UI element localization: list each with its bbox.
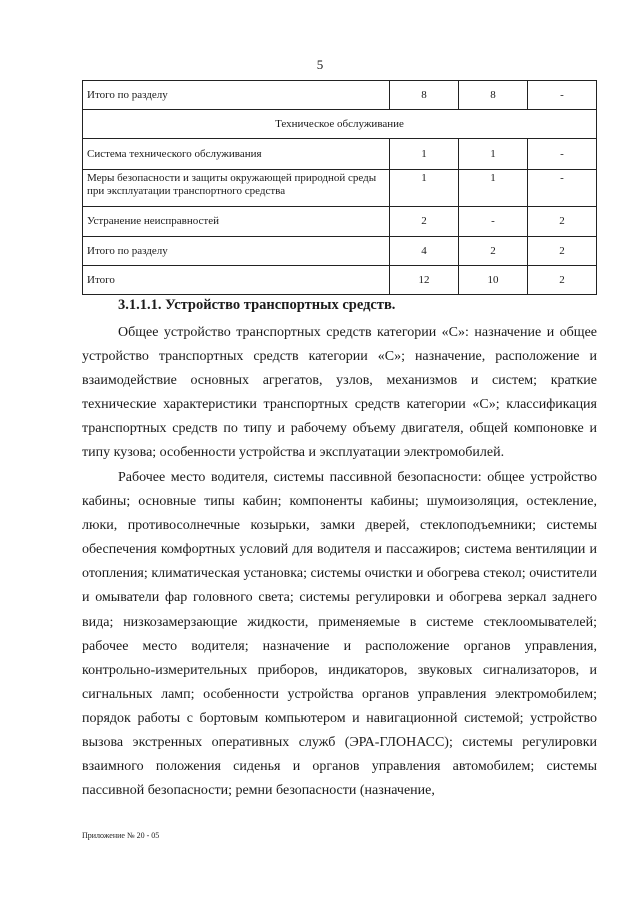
practice-hours-cell: 2 <box>527 207 596 237</box>
total-hours-cell: 1 <box>389 170 458 207</box>
paragraph-driver-workplace: Рабочее место водителя, системы пассивной безопасности: общее устройство кабины; основные типы кабин; компоненты кабины; шумоизоляция, остекление, люки, противосолнечные козырьки, замки дверей, стеклоподъемники; системы обеспечения комфортных условий для водителя и пассажиров; система вентиляции и отопления; климатическая установка; системы очистки и обогрева стекол; очистители и омыватели фар головного света; системы регулировки и обогрева зеркал заднего вида; низкозамерзающие жидкости, применяемые в системе стеклоомывателей; рабочее место водителя; назначение и расположение органов управления, контрольно-измерительных приборов, индикаторов, звуковых сигнализаторов, и сигнальных ламп; особенности устройства органов управления электромобилем; порядок работы с бортовым компьютером и навигационной системой; устройство вызова экстренных оперативных служб (ЭРА-ГЛОНАСС); системы регулировки взаимного положения сиденья и органов управления автомобилем; системы пассивной безопасности; ремни безопасности (назначение, <box>82 470 597 799</box>
theory-hours-cell: 10 <box>458 266 527 295</box>
theory-hours-cell: 2 <box>458 237 527 266</box>
practice-hours-cell: 2 <box>527 266 596 295</box>
total-hours-cell: 2 <box>389 207 458 237</box>
row-name-cell: Итого по разделу <box>83 81 390 110</box>
page-number: 5 <box>316 57 324 72</box>
table-row <box>83 110 597 139</box>
row-name-cell: Итого <box>83 266 390 295</box>
section-heading: 3.1.1.1. Устройство транспортных средств. <box>118 297 396 313</box>
paragraph-general-structure: Общее устройство транспортных средств категории «С»: назначение и общее устройство транспортных средств категории «С»; назначение, расположение и взаимодействие основных агрегатов, узлов, механизмов и систем; краткие технические характеристики транспортных средств категории «С»; классификация транспортных средств по типу и рабочему объему двигателя, общей компоновке и типу кузова; особенности устройства и эксплуатации электромобилей. <box>82 325 597 461</box>
total-hours-cell: 4 <box>389 237 458 266</box>
theory-hours-cell: 8 <box>458 81 527 110</box>
table-row <box>83 207 597 237</box>
table-row <box>83 237 597 266</box>
table-row <box>83 266 597 295</box>
practice-hours-cell: - <box>527 170 596 207</box>
section-title-cell: Техническое обслуживание <box>83 110 597 139</box>
row-name-cell: Устранение неисправностей <box>83 207 390 237</box>
table-row <box>83 139 597 170</box>
row-name-cell: Итого по разделу <box>83 237 390 266</box>
row-name-cell: Система технического обслуживания <box>83 139 390 170</box>
practice-hours-cell: 2 <box>527 237 596 266</box>
table-body <box>83 81 597 295</box>
theory-hours-cell: - <box>458 207 527 237</box>
theory-hours-cell: 1 <box>458 170 527 207</box>
page-footer: Приложение № 20 - 05 <box>82 831 160 840</box>
theory-hours-cell: 1 <box>458 139 527 170</box>
total-hours-cell: 1 <box>389 139 458 170</box>
total-hours-cell: 12 <box>389 266 458 295</box>
total-hours-cell: 8 <box>389 81 458 110</box>
hours-table <box>82 80 597 295</box>
table-row <box>83 81 597 110</box>
practice-hours-cell: - <box>527 139 596 170</box>
practice-hours-cell: - <box>527 81 596 110</box>
row-name-cell: Меры безопасности и защиты окружающей природной среды при эксплуатации транспортного средства <box>83 170 390 207</box>
table-row <box>83 170 597 207</box>
